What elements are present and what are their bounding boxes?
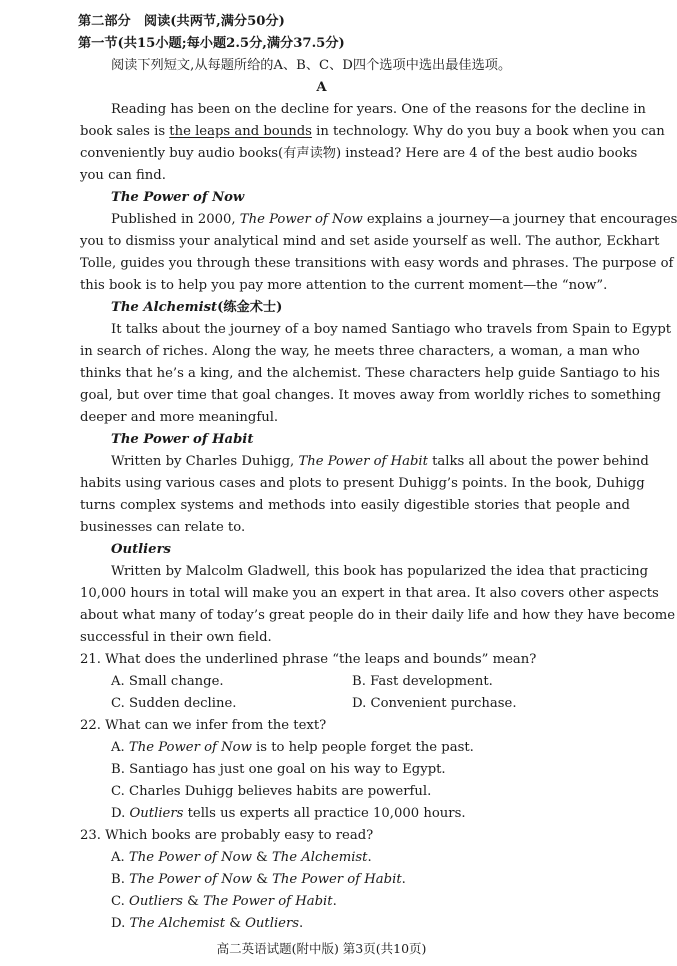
book2-line-5: deeper and more meaningful.: [80, 410, 279, 425]
book3-line-1: [111, 451, 649, 473]
book1-title-inline: The Power of Now: [239, 212, 363, 227]
option-text: &: [225, 916, 246, 931]
option-book-title: The Alchemist: [271, 850, 368, 865]
instruction: 阅读下列短文,从每题所给的A、B、C、D四个选项中选出最佳选项。: [111, 58, 512, 73]
option-text: .: [367, 850, 372, 865]
book3-line-3: turns complex systems and methods into easily digestible stories that people and: [80, 498, 630, 513]
option-letter: D.: [111, 916, 130, 931]
q21-option-c[interactable]: C. Sudden decline.: [111, 696, 237, 711]
book1-line-2: you to dismiss your analytical mind and set aside yourself as well. The author, Eckhart: [80, 234, 660, 249]
q21-option-d[interactable]: D. Convenient purchase.: [352, 696, 517, 711]
question-21-stem: 21. What does the underlined phrase “the leaps and bounds” mean?: [80, 652, 537, 667]
option-book-title: The Power of Habit: [272, 872, 402, 887]
book3-line-2: habits using various cases and plots to present Duhigg’s points. In the book, Duhigg: [80, 476, 645, 491]
question-22-stem: 22. What can we infer from the text?: [80, 718, 327, 733]
book3-line-4: businesses can relate to.: [80, 520, 246, 535]
book2-title: [111, 297, 282, 319]
book2-title-en: The Alchemist: [111, 300, 218, 315]
book2-line-1: It talks about the journey of a boy named Santiago who travels from Spain to Egypt: [111, 322, 672, 337]
page-footer: 高二英语试题(附中版) 第3页(共10页): [216, 941, 427, 956]
option-text: is to help people forget the past.: [251, 740, 474, 755]
book3-title-inline: The Power of Habit: [298, 454, 428, 469]
option-text: .: [332, 894, 337, 909]
option-book-title: The Power of Now: [129, 872, 253, 887]
option-text: &: [252, 872, 273, 887]
option-letter: D.: [111, 806, 130, 821]
book4-line-1: Written by Malcolm Gladwell, this book has popularized the idea that practicing: [111, 564, 649, 579]
book4-line-3: about what many of today’s great people do in their daily life and how they have become: [80, 608, 676, 623]
option-book-title: The Power of Habit: [203, 894, 333, 909]
intro-line-2: [80, 121, 665, 143]
q22-option-d[interactable]: [111, 803, 466, 825]
option-text: &: [251, 850, 272, 865]
option-book-title: Outliers: [245, 916, 300, 931]
intro-line-3: conveniently buy audio books(有声读物) instead? Here are 4 of the best audio books: [80, 146, 638, 161]
book1-title: The Power of Now: [111, 190, 245, 205]
q23-option-c[interactable]: [111, 891, 337, 913]
option-book-title: Outliers: [129, 894, 183, 909]
option-book-title: The Power of Now: [128, 740, 252, 755]
option-book-title: Outliers: [129, 806, 184, 821]
option-letter: A.: [111, 740, 129, 755]
option-book-title: The Power of Now: [128, 850, 252, 865]
q23-option-b[interactable]: [111, 869, 406, 891]
intro-line-4: you can find.: [80, 168, 166, 183]
book4-line-4: successful in their own field.: [80, 630, 272, 645]
book2-line-4: goal, but over time that goal changes. It moves away from worldly riches to something: [80, 388, 661, 403]
option-book-title: The Alchemist: [129, 916, 225, 931]
q22-option-a[interactable]: [111, 737, 474, 759]
book3-title: The Power of Habit: [111, 432, 254, 447]
underlined-phrase: the leaps and bounds: [169, 124, 312, 139]
option-letter: C.: [111, 894, 130, 909]
book2-line-3: thinks that he’s a king, and the alchemist. These characters help guide Santiago to his: [80, 366, 660, 381]
q21-option-a[interactable]: A. Small change.: [111, 674, 224, 689]
option-text: &: [182, 894, 204, 909]
q23-option-d[interactable]: [111, 913, 303, 935]
option-text: tells us experts all practice 10,000 hours.: [183, 806, 466, 821]
intro-text: book sales is: [80, 124, 170, 139]
q23-option-a[interactable]: [111, 847, 372, 869]
book3-text: Written by Charles Duhigg,: [111, 454, 299, 469]
book3-text: talks all about the power behind: [427, 454, 649, 469]
q21-option-b[interactable]: B. Fast development.: [352, 674, 493, 689]
intro-text: in technology. Why do you buy a book when you can: [311, 124, 665, 139]
q22-option-b[interactable]: B. Santiago has just one goal on his way to Egypt.: [111, 762, 446, 777]
book1-text: explains a journey—a journey that encourages: [362, 212, 677, 227]
book4-line-2: 10,000 hours in total will make you an expert in that area. It also covers other aspects: [80, 586, 659, 601]
book2-line-2: in search of riches. Along the way, he meets three characters, a woman, a man who: [80, 344, 640, 359]
section-heading: 第一节(共15小题;每小题2.5分,满分37.5分): [78, 36, 345, 51]
book1-line-1: [111, 209, 677, 231]
book1-text: Published in 2000,: [111, 212, 240, 227]
book4-title: Outliers: [111, 542, 171, 557]
option-text: .: [299, 916, 304, 931]
part-heading: 第二部分 阅读(共两节,满分50分): [78, 14, 285, 29]
book1-line-4: this book is to help you pay more attention to the current moment—the “now”.: [80, 278, 608, 293]
book1-line-3: Tolle, guides you through these transitions with easy words and phrases. The purpose of: [80, 256, 674, 271]
passage-label: A: [316, 80, 327, 95]
option-text: .: [401, 872, 406, 887]
intro-line-1: Reading has been on the decline for years. One of the reasons for the decline in: [111, 102, 646, 117]
option-letter: A.: [111, 850, 129, 865]
option-letter: B.: [111, 872, 130, 887]
question-23-stem: 23. Which books are probably easy to read?: [80, 828, 374, 843]
q22-option-c[interactable]: C. Charles Duhigg believes habits are powerful.: [111, 784, 432, 799]
book2-title-cn: (练金术士): [217, 300, 283, 315]
